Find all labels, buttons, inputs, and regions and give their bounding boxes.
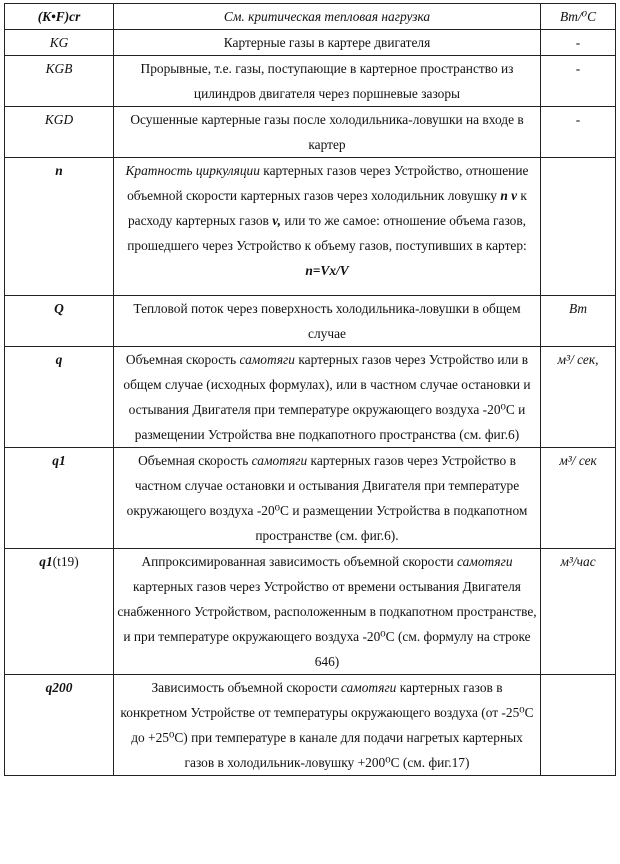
symbol-cell: q: [5, 347, 114, 448]
parameter-table: [4, 3, 616, 776]
table-row: [5, 347, 616, 448]
symbol-cell: (K•F)cr: [5, 4, 114, 30]
description-cell: См. критическая тепловая нагрузка: [114, 4, 541, 30]
unit-cell: [541, 158, 616, 296]
table-row: [5, 30, 616, 56]
description-cell: Кратность циркуляции картерных газов через Устройство, отношение объемной скорости картерных газов через холодильник ловушку n v к расходу картерных газов v, или то же самое: отношение объема газов, прошедшего через Устройство к объему газов, поступивших в картер: n=Vx/V: [114, 158, 541, 296]
symbol-cell: q200: [5, 675, 114, 776]
table-row: [5, 296, 616, 347]
description-cell: Прорывные, т.е. газы, поступающие в картерное пространство из цилиндров двигателя через поршневые зазоры: [114, 56, 541, 107]
unit-cell: м³/ сек: [541, 448, 616, 549]
symbol-cell: q1: [5, 448, 114, 549]
unit-cell: м³/ сек,: [541, 347, 616, 448]
description-cell: Картерные газы в картере двигателя: [114, 30, 541, 56]
unit-cell: -: [541, 56, 616, 107]
unit-cell: -: [541, 107, 616, 158]
unit-cell: -: [541, 30, 616, 56]
symbol-cell: n: [5, 158, 114, 296]
table-row: [5, 675, 616, 776]
symbol-cell: KGD: [5, 107, 114, 158]
symbol-cell: Q: [5, 296, 114, 347]
table-row: [5, 549, 616, 675]
symbol-cell: KG: [5, 30, 114, 56]
description-cell: Зависимость объемной скорости самотяги картерных газов в конкретном Устройстве от температуры окружающего воздуха (от -25⁰С до +25⁰С) при температуре в канале для подачи нагретых картерных газов в холодильник-ловушку +200⁰С (см. фиг.17): [114, 675, 541, 776]
description-cell: Тепловой поток через поверхность холодильника-ловушки в общем случае: [114, 296, 541, 347]
unit-cell: Вт/⁰С: [541, 4, 616, 30]
description-cell: Аппроксимированная зависимость объемной скорости самотяги картерных газов через Устройство от времени остывания Двигателя снабженного Устройством, расположенным в подкапотном пространстве, и при температуре окружающего воздуха -20⁰С (см. формулу на строке 646): [114, 549, 541, 675]
table-row: [5, 56, 616, 107]
unit-cell: [541, 675, 616, 776]
table-row: [5, 158, 616, 296]
symbol-cell: q1(t19): [5, 549, 114, 675]
table-row: [5, 107, 616, 158]
unit-cell: Вт: [541, 296, 616, 347]
table-row: [5, 448, 616, 549]
symbol-cell: KGB: [5, 56, 114, 107]
table-row: [5, 4, 616, 30]
description-cell: Объемная скорость самотяги картерных газов через Устройство в частном случае остановки и остывания Двигателя при температуре окружающего воздуха -20⁰С и размещении Устройства в подкапотном пространстве (см. фиг.6).: [114, 448, 541, 549]
unit-cell: м³/час: [541, 549, 616, 675]
description-cell: Осушенные картерные газы после холодильника-ловушки на входе в картер: [114, 107, 541, 158]
description-cell: Объемная скорость самотяги картерных газов через Устройство или в общем случае (исходных формулах), или в частном случае остановки и остывания Двигателя при температуре окружающего воздуха -20⁰С и размещении Устройства вне подкапотного пространства (см. фиг.6): [114, 347, 541, 448]
